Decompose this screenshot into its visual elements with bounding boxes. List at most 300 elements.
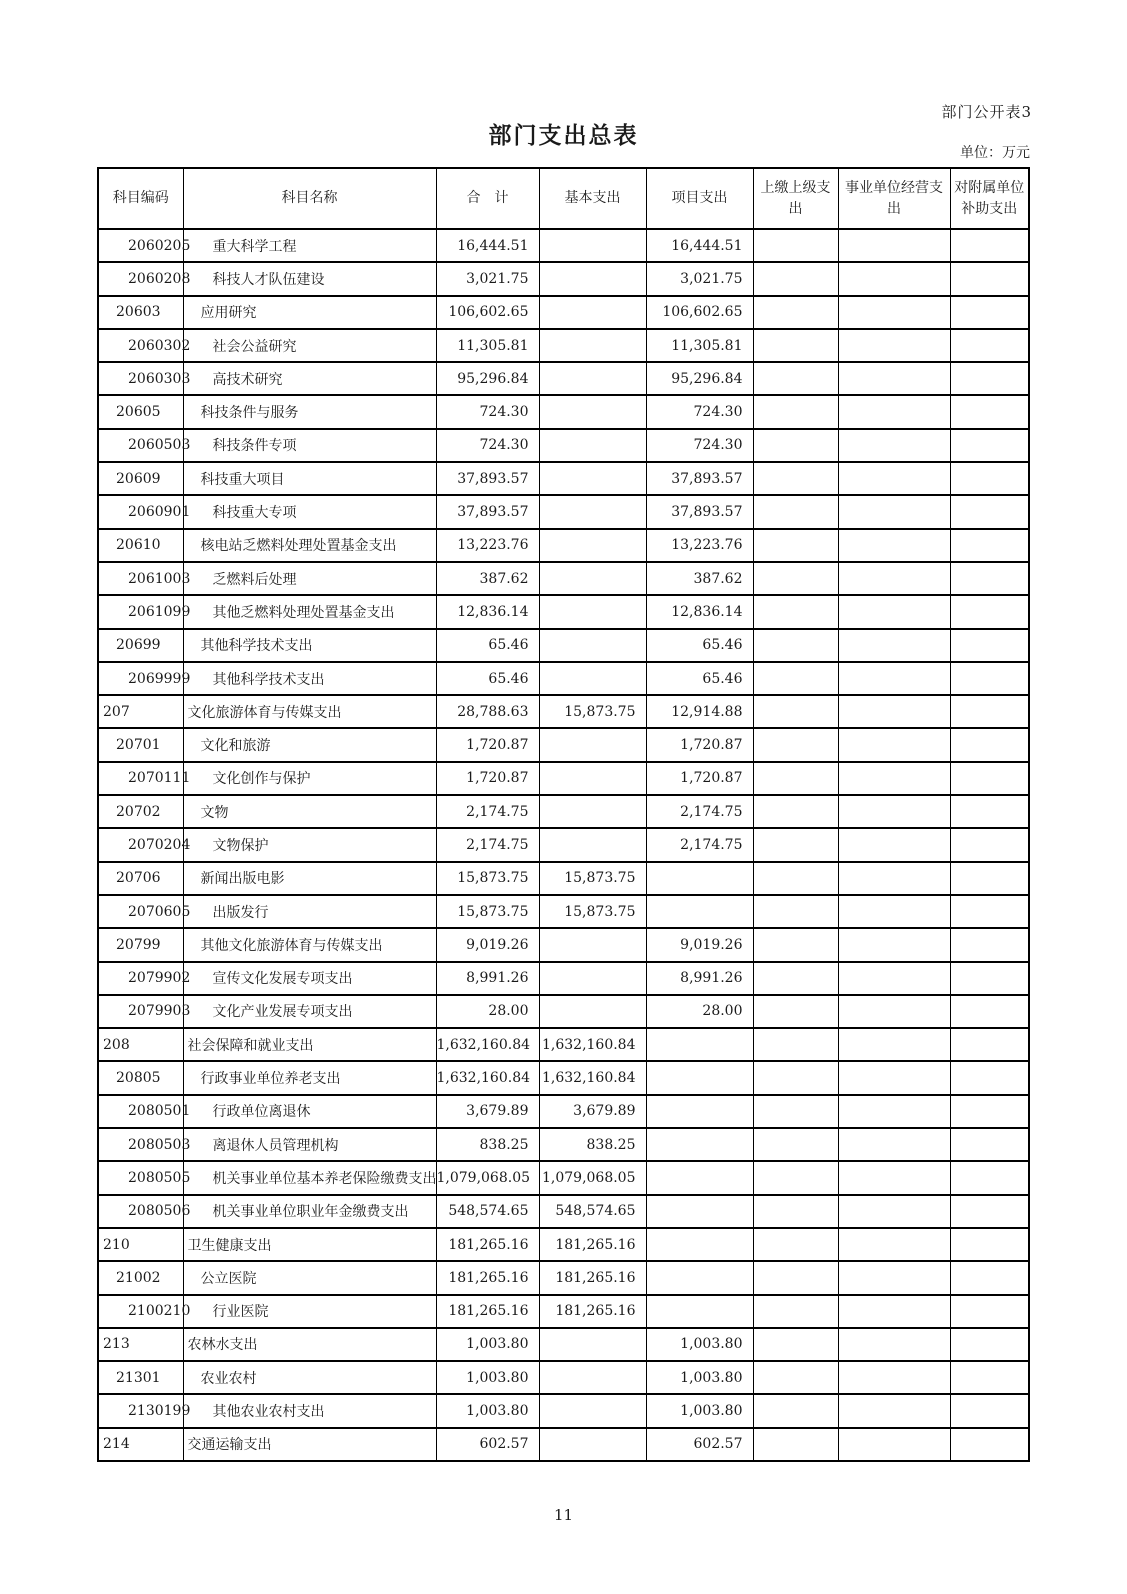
cell-code: 2070111 [98, 762, 183, 795]
cell-basic: 1,079,068.05 [539, 1161, 646, 1194]
cell-code: 213 [98, 1328, 183, 1361]
table-row [98, 1061, 1029, 1094]
cell-subsidy [950, 1028, 1029, 1061]
cell-project: 1,003.80 [646, 1361, 753, 1394]
cell-project: 1,720.87 [646, 762, 753, 795]
cell-upper [753, 728, 838, 761]
cell-name: 机关事业单位职业年金缴费支出 [183, 1195, 436, 1228]
cell-basic [539, 262, 646, 295]
cell-operating [838, 1161, 950, 1194]
cell-total: 1,079,068.05 [436, 1161, 539, 1194]
cell-subsidy [950, 1428, 1029, 1461]
cell-project [646, 1161, 753, 1194]
cell-upper [753, 962, 838, 995]
cell-basic: 838.25 [539, 1128, 646, 1161]
cell-subsidy [950, 862, 1029, 895]
cell-total: 65.46 [436, 629, 539, 662]
cell-basic [539, 329, 646, 362]
cell-operating [838, 362, 950, 395]
cell-total: 181,265.16 [436, 1295, 539, 1328]
cell-basic [539, 529, 646, 562]
cell-upper [753, 662, 838, 695]
cell-upper [753, 1428, 838, 1461]
cell-code: 210 [98, 1228, 183, 1261]
cell-total: 9,019.26 [436, 928, 539, 961]
cell-basic: 15,873.75 [539, 695, 646, 728]
cell-code: 2060303 [98, 362, 183, 395]
cell-project: 1,720.87 [646, 728, 753, 761]
cell-name: 卫生健康支出 [183, 1228, 436, 1261]
cell-total: 724.30 [436, 395, 539, 428]
cell-upper [753, 462, 838, 495]
cell-project [646, 862, 753, 895]
cell-upper [753, 629, 838, 662]
table-row [98, 462, 1029, 495]
table-row [98, 895, 1029, 928]
cell-code: 2061099 [98, 595, 183, 628]
cell-total: 1,632,160.84 [436, 1061, 539, 1094]
cell-name: 核电站乏燃料处理处置基金支出 [183, 529, 436, 562]
cell-project: 106,602.65 [646, 296, 753, 329]
cell-upper [753, 1095, 838, 1128]
cell-subsidy [950, 229, 1029, 262]
cell-operating [838, 1195, 950, 1228]
cell-project [646, 1128, 753, 1161]
cell-basic [539, 995, 646, 1028]
table-row [98, 1428, 1029, 1461]
cell-basic [539, 395, 646, 428]
cell-code: 2060208 [98, 262, 183, 295]
cell-project: 3,021.75 [646, 262, 753, 295]
cell-name: 离退休人员管理机构 [183, 1128, 436, 1161]
cell-project [646, 1095, 753, 1128]
cell-project: 387.62 [646, 562, 753, 595]
cell-total: 28,788.63 [436, 695, 539, 728]
table-row [98, 595, 1029, 628]
table-row [98, 695, 1029, 728]
cell-project: 2,174.75 [646, 828, 753, 861]
cell-operating [838, 862, 950, 895]
cell-basic: 181,265.16 [539, 1295, 646, 1328]
cell-total: 1,720.87 [436, 728, 539, 761]
cell-operating [838, 762, 950, 795]
cell-operating [838, 1128, 950, 1161]
cell-subsidy [950, 962, 1029, 995]
cell-total: 181,265.16 [436, 1228, 539, 1261]
cell-operating [838, 1061, 950, 1094]
cell-subsidy [950, 462, 1029, 495]
cell-name: 农林水支出 [183, 1328, 436, 1361]
cell-code: 2080506 [98, 1195, 183, 1228]
table-row [98, 1361, 1029, 1394]
cell-upper [753, 1394, 838, 1427]
table-row [98, 1195, 1029, 1228]
cell-operating [838, 728, 950, 761]
cell-project: 724.30 [646, 429, 753, 462]
cell-operating [838, 395, 950, 428]
table-row [98, 795, 1029, 828]
table-row [98, 1394, 1029, 1427]
cell-name: 科技重大项目 [183, 462, 436, 495]
cell-project: 95,296.84 [646, 362, 753, 395]
cell-subsidy [950, 728, 1029, 761]
cell-basic: 181,265.16 [539, 1261, 646, 1294]
cell-subsidy [950, 296, 1029, 329]
cell-basic [539, 462, 646, 495]
cell-total: 11,305.81 [436, 329, 539, 362]
cell-code: 20706 [98, 862, 183, 895]
cell-code: 207 [98, 695, 183, 728]
cell-upper [753, 695, 838, 728]
cell-project: 9,019.26 [646, 928, 753, 961]
cell-code: 2061003 [98, 562, 183, 595]
cell-total: 181,265.16 [436, 1261, 539, 1294]
cell-name: 公立医院 [183, 1261, 436, 1294]
cell-subsidy [950, 595, 1029, 628]
cell-code: 2060901 [98, 495, 183, 528]
cell-project: 13,223.76 [646, 529, 753, 562]
unit-note: 单位：万元 [960, 145, 1030, 161]
cell-code: 2070204 [98, 828, 183, 861]
cell-basic [539, 828, 646, 861]
cell-code: 2060503 [98, 429, 183, 462]
cell-total: 3,021.75 [436, 262, 539, 295]
cell-code: 2080505 [98, 1161, 183, 1194]
cell-upper [753, 296, 838, 329]
cell-project: 602.57 [646, 1428, 753, 1461]
cell-project: 28.00 [646, 995, 753, 1028]
cell-operating [838, 1261, 950, 1294]
cell-code: 2079903 [98, 995, 183, 1028]
cell-upper [753, 1195, 838, 1228]
cell-subsidy [950, 1361, 1029, 1394]
cell-basic [539, 962, 646, 995]
doc-label: 部门公开表3 [941, 103, 1032, 121]
cell-subsidy [950, 1061, 1029, 1094]
table-row [98, 629, 1029, 662]
cell-operating [838, 695, 950, 728]
cell-name: 宣传文化发展专项支出 [183, 962, 436, 995]
cell-total: 724.30 [436, 429, 539, 462]
cell-code: 2069999 [98, 662, 183, 695]
table-row [98, 662, 1029, 695]
cell-operating [838, 529, 950, 562]
cell-operating [838, 1394, 950, 1427]
cell-code: 20699 [98, 629, 183, 662]
table-row [98, 1128, 1029, 1161]
cell-subsidy [950, 1095, 1029, 1128]
cell-name: 其他农业农村支出 [183, 1394, 436, 1427]
table-row [98, 1161, 1029, 1194]
cell-name: 科技重大专项 [183, 495, 436, 528]
cell-total: 37,893.57 [436, 495, 539, 528]
cell-basic [539, 629, 646, 662]
cell-basic [539, 728, 646, 761]
cell-project: 65.46 [646, 629, 753, 662]
column-header-total: 合 计 [436, 168, 539, 229]
cell-subsidy [950, 495, 1029, 528]
column-header-name: 科目名称 [183, 168, 436, 229]
cell-project: 37,893.57 [646, 495, 753, 528]
cell-name: 科技条件与服务 [183, 395, 436, 428]
cell-name: 社会公益研究 [183, 329, 436, 362]
table-row [98, 495, 1029, 528]
cell-total: 2,174.75 [436, 795, 539, 828]
cell-operating [838, 995, 950, 1028]
table-row [98, 995, 1029, 1028]
cell-total: 548,574.65 [436, 1195, 539, 1228]
cell-total: 8,991.26 [436, 962, 539, 995]
cell-name: 重大科学工程 [183, 229, 436, 262]
cell-name: 文化旅游体育与传媒支出 [183, 695, 436, 728]
cell-name: 文化和旅游 [183, 728, 436, 761]
cell-total: 3,679.89 [436, 1095, 539, 1128]
cell-basic [539, 362, 646, 395]
cell-basic: 548,574.65 [539, 1195, 646, 1228]
cell-total: 37,893.57 [436, 462, 539, 495]
cell-subsidy [950, 329, 1029, 362]
cell-basic [539, 296, 646, 329]
cell-basic [539, 595, 646, 628]
table-row [98, 395, 1029, 428]
cell-basic [539, 429, 646, 462]
cell-operating [838, 1228, 950, 1261]
cell-name: 文物 [183, 795, 436, 828]
cell-operating [838, 329, 950, 362]
page-number: 11 [553, 1506, 574, 1524]
cell-name: 机关事业单位基本养老保险缴费支出 [183, 1161, 436, 1194]
cell-total: 387.62 [436, 562, 539, 595]
cell-operating [838, 629, 950, 662]
table-row [98, 1228, 1029, 1261]
cell-code: 20702 [98, 795, 183, 828]
cell-operating [838, 895, 950, 928]
cell-basic [539, 1394, 646, 1427]
cell-subsidy [950, 1128, 1029, 1161]
cell-upper [753, 1361, 838, 1394]
cell-basic: 181,265.16 [539, 1228, 646, 1261]
table-row [98, 562, 1029, 595]
cell-upper [753, 1161, 838, 1194]
cell-code: 20603 [98, 296, 183, 329]
cell-subsidy [950, 429, 1029, 462]
cell-upper [753, 995, 838, 1028]
cell-subsidy [950, 262, 1029, 295]
cell-total: 1,003.80 [436, 1328, 539, 1361]
cell-code: 208 [98, 1028, 183, 1061]
cell-project [646, 895, 753, 928]
cell-subsidy [950, 1228, 1029, 1261]
cell-upper [753, 495, 838, 528]
cell-project: 65.46 [646, 662, 753, 695]
cell-basic [539, 795, 646, 828]
cell-operating [838, 262, 950, 295]
cell-upper [753, 895, 838, 928]
cell-total: 1,632,160.84 [436, 1028, 539, 1061]
cell-basic [539, 1328, 646, 1361]
cell-name: 乏燃料后处理 [183, 562, 436, 595]
cell-subsidy [950, 362, 1029, 395]
cell-code: 2079902 [98, 962, 183, 995]
cell-subsidy [950, 1195, 1029, 1228]
cell-project [646, 1195, 753, 1228]
cell-basic: 15,873.75 [539, 862, 646, 895]
cell-name: 其他科学技术支出 [183, 662, 436, 695]
cell-operating [838, 828, 950, 861]
cell-subsidy [950, 1295, 1029, 1328]
cell-operating [838, 495, 950, 528]
budget-table [97, 167, 1030, 1462]
cell-code: 20609 [98, 462, 183, 495]
table-row [98, 1095, 1029, 1128]
cell-total: 1,003.80 [436, 1394, 539, 1427]
table-body [98, 229, 1029, 1461]
cell-subsidy [950, 795, 1029, 828]
cell-project: 12,914.88 [646, 695, 753, 728]
cell-name: 社会保障和就业支出 [183, 1028, 436, 1061]
cell-basic [539, 928, 646, 961]
cell-name: 农业农村 [183, 1361, 436, 1394]
cell-upper [753, 1261, 838, 1294]
column-header-operating: 事业单位经营支出 [838, 168, 950, 229]
table-row [98, 1261, 1029, 1294]
cell-operating [838, 662, 950, 695]
cell-code: 2080503 [98, 1128, 183, 1161]
cell-project [646, 1061, 753, 1094]
cell-total: 15,873.75 [436, 895, 539, 928]
cell-total: 1,720.87 [436, 762, 539, 795]
cell-basic [539, 495, 646, 528]
cell-subsidy [950, 629, 1029, 662]
cell-total: 13,223.76 [436, 529, 539, 562]
cell-project [646, 1295, 753, 1328]
cell-name: 新闻出版电影 [183, 862, 436, 895]
cell-name: 出版发行 [183, 895, 436, 928]
cell-basic [539, 1361, 646, 1394]
column-header-subsidy: 对附属单位补助支出 [950, 168, 1029, 229]
cell-basic [539, 229, 646, 262]
cell-code: 20605 [98, 395, 183, 428]
cell-code: 20610 [98, 529, 183, 562]
cell-upper [753, 1295, 838, 1328]
cell-name: 行政单位离退休 [183, 1095, 436, 1128]
table-row [98, 262, 1029, 295]
cell-basic [539, 762, 646, 795]
cell-name: 行业医院 [183, 1295, 436, 1328]
cell-name: 其他科学技术支出 [183, 629, 436, 662]
cell-project: 11,305.81 [646, 329, 753, 362]
table-row [98, 762, 1029, 795]
cell-code: 2080501 [98, 1095, 183, 1128]
cell-total: 28.00 [436, 995, 539, 1028]
cell-name: 其他乏燃料处理处置基金支出 [183, 595, 436, 628]
table-row [98, 728, 1029, 761]
cell-operating [838, 296, 950, 329]
cell-total: 95,296.84 [436, 362, 539, 395]
cell-total: 15,873.75 [436, 862, 539, 895]
cell-upper [753, 262, 838, 295]
cell-subsidy [950, 1394, 1029, 1427]
cell-subsidy [950, 1328, 1029, 1361]
table-row [98, 362, 1029, 395]
cell-project: 12,836.14 [646, 595, 753, 628]
cell-subsidy [950, 662, 1029, 695]
cell-upper [753, 1028, 838, 1061]
cell-basic: 15,873.75 [539, 895, 646, 928]
cell-name: 文化创作与保护 [183, 762, 436, 795]
cell-name: 应用研究 [183, 296, 436, 329]
cell-upper [753, 1128, 838, 1161]
cell-name: 科技条件专项 [183, 429, 436, 462]
cell-total: 1,003.80 [436, 1361, 539, 1394]
cell-upper [753, 529, 838, 562]
cell-subsidy [950, 928, 1029, 961]
cell-code: 2060205 [98, 229, 183, 262]
cell-code: 2100210 [98, 1295, 183, 1328]
cell-operating [838, 595, 950, 628]
cell-total: 838.25 [436, 1128, 539, 1161]
cell-name: 行政事业单位养老支出 [183, 1061, 436, 1094]
cell-upper [753, 562, 838, 595]
cell-subsidy [950, 395, 1029, 428]
cell-project [646, 1028, 753, 1061]
cell-total: 16,444.51 [436, 229, 539, 262]
cell-project: 8,991.26 [646, 962, 753, 995]
cell-subsidy [950, 562, 1029, 595]
cell-operating [838, 795, 950, 828]
cell-upper [753, 1328, 838, 1361]
cell-operating [838, 928, 950, 961]
cell-code: 21301 [98, 1361, 183, 1394]
cell-subsidy [950, 529, 1029, 562]
cell-subsidy [950, 1261, 1029, 1294]
cell-name: 科技人才队伍建设 [183, 262, 436, 295]
column-header-project: 项目支出 [646, 168, 753, 229]
cell-basic [539, 562, 646, 595]
cell-upper [753, 595, 838, 628]
cell-total: 106,602.65 [436, 296, 539, 329]
cell-operating [838, 1361, 950, 1394]
cell-subsidy [950, 995, 1029, 1028]
cell-code: 2070605 [98, 895, 183, 928]
cell-code: 21002 [98, 1261, 183, 1294]
cell-project: 724.30 [646, 395, 753, 428]
cell-name: 高技术研究 [183, 362, 436, 395]
cell-operating [838, 1328, 950, 1361]
cell-basic [539, 662, 646, 695]
cell-total: 12,836.14 [436, 595, 539, 628]
cell-subsidy [950, 1161, 1029, 1194]
cell-project [646, 1228, 753, 1261]
table-row [98, 862, 1029, 895]
cell-code: 2130199 [98, 1394, 183, 1427]
cell-basic: 3,679.89 [539, 1095, 646, 1128]
table-row [98, 1295, 1029, 1328]
cell-upper [753, 395, 838, 428]
table-row [98, 962, 1029, 995]
table-row [98, 296, 1029, 329]
table-row [98, 329, 1029, 362]
cell-project: 2,174.75 [646, 795, 753, 828]
cell-operating [838, 1295, 950, 1328]
table-header-row [98, 168, 1029, 229]
page-title: 部门支出总表 [488, 123, 639, 149]
cell-project: 1,003.80 [646, 1394, 753, 1427]
cell-upper [753, 762, 838, 795]
cell-operating [838, 562, 950, 595]
cell-subsidy [950, 762, 1029, 795]
column-header-upper: 上缴上级支出 [753, 168, 838, 229]
